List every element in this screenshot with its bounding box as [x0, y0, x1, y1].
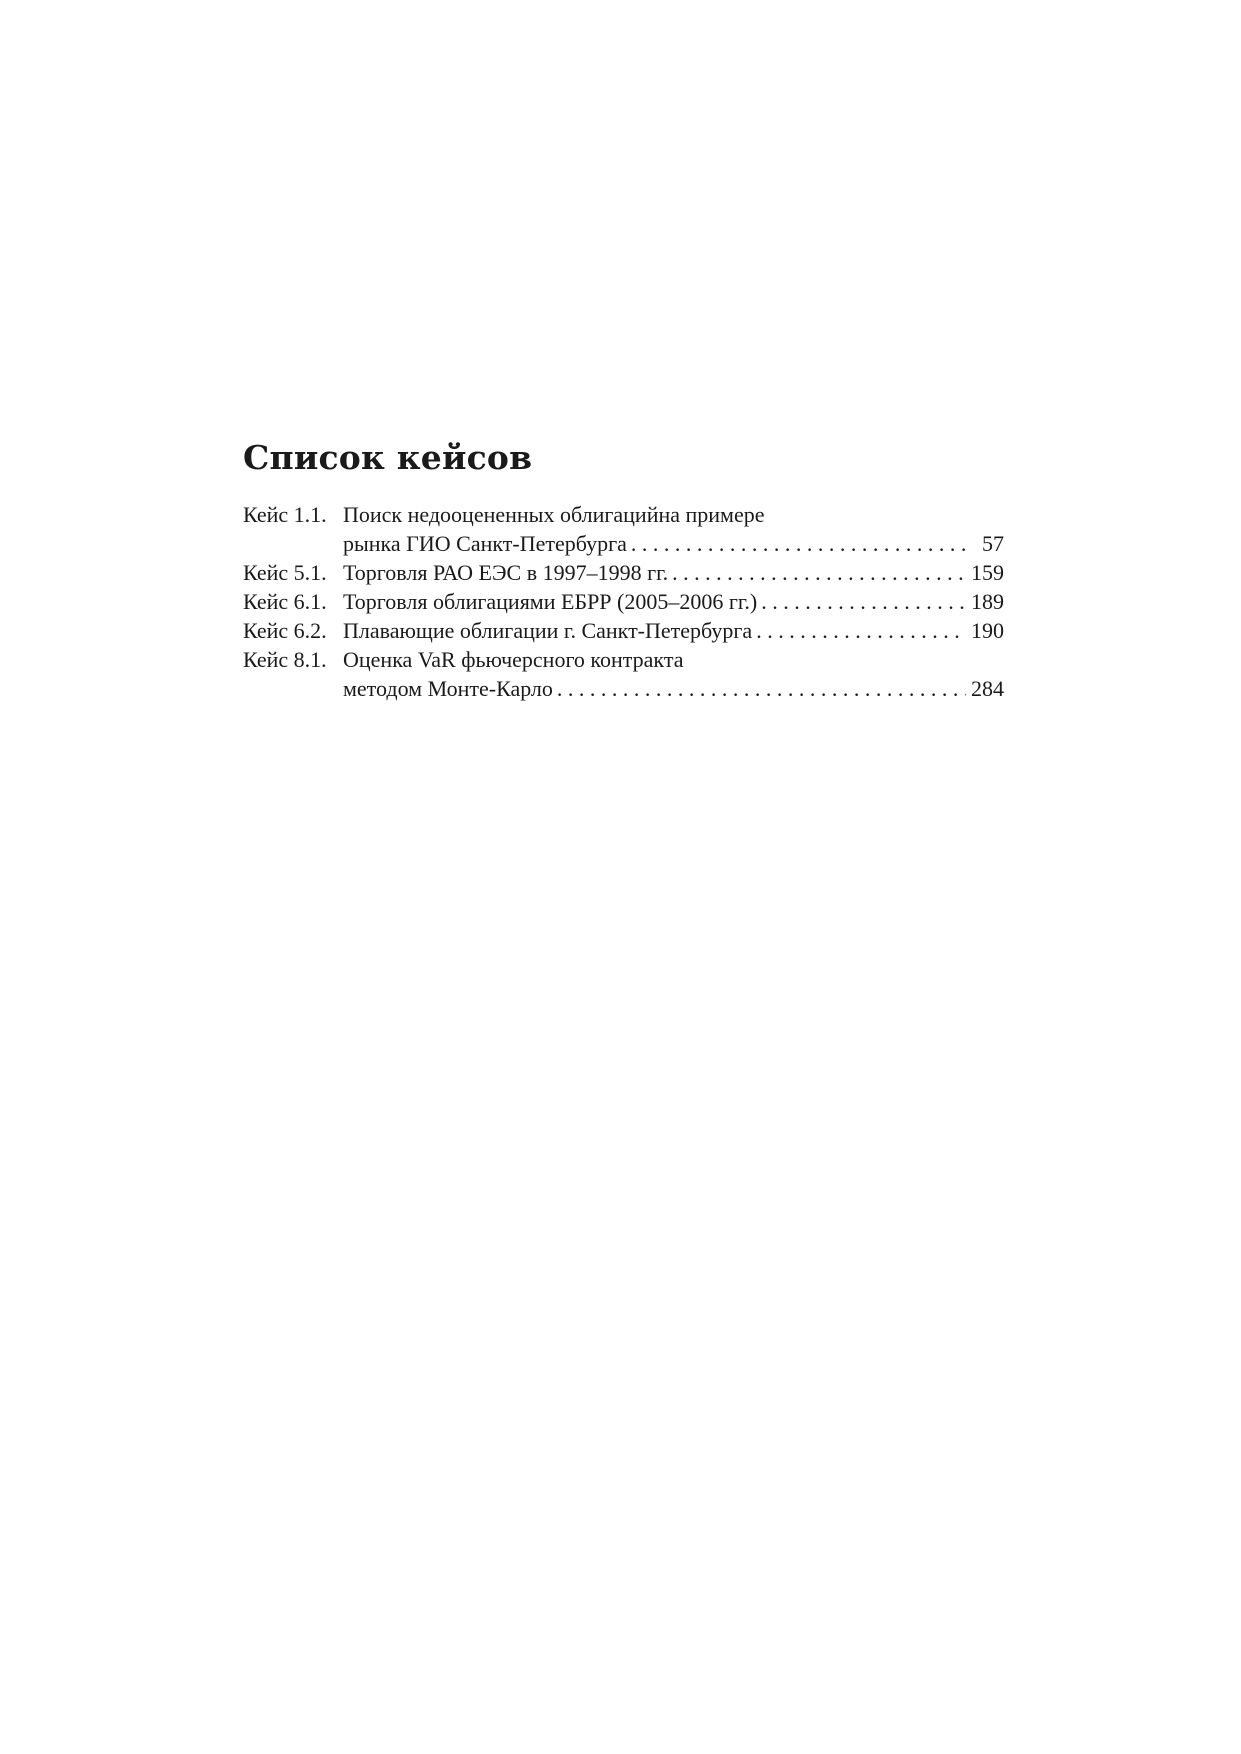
- case-title-line: Оценка VaR фьючерсного контракта: [343, 647, 684, 672]
- case-number: Кейс 6.1.: [243, 589, 327, 614]
- case-number: Кейс 1.1.: [243, 502, 327, 527]
- case-title-line-with-leader: [343, 558, 1004, 587]
- case-number: Кейс 8.1.: [243, 647, 327, 672]
- dot-leader: [761, 587, 966, 616]
- case-entry-5-1[interactable]: [243, 558, 1004, 587]
- case-title: [343, 616, 1004, 645]
- page-number: 189: [971, 589, 1004, 614]
- case-title-line-with-leader: [343, 587, 1004, 616]
- dot-leader: [756, 616, 966, 645]
- case-number: Кейс 6.2.: [243, 618, 327, 643]
- case-title-line: Торговля РАО ЕЭС в 1997–1998 гг.: [343, 560, 669, 585]
- case-entry-8-1[interactable]: [243, 645, 1004, 703]
- case-title-line-with-leader: [343, 674, 1004, 703]
- case-title-line-with-leader: [343, 616, 1004, 645]
- dot-leader: [557, 674, 966, 703]
- case-title-line: Плавающие облигации г. Санкт-Петербурга: [343, 618, 753, 643]
- dot-leader: [631, 529, 966, 558]
- case-title-line-with-leader: [343, 529, 1004, 558]
- case-entry-6-1[interactable]: [243, 587, 1004, 616]
- page-number: 57: [982, 531, 1004, 556]
- case-entry-1-1[interactable]: [243, 500, 1004, 558]
- page-title: Список кейсов: [243, 438, 533, 477]
- dot-leader: [672, 558, 966, 587]
- case-title-line: методом Монте-Карло: [343, 676, 553, 701]
- page-number: 190: [971, 618, 1004, 643]
- case-list: [243, 500, 1004, 703]
- case-title-line: Торговля облигациями ЕБРР (2005–2006 гг.): [343, 589, 758, 614]
- case-title: [343, 587, 1004, 616]
- case-entry-6-2[interactable]: [243, 616, 1004, 645]
- case-title-line: Поиск недооцененных облигацийна примере: [343, 502, 765, 527]
- case-number: Кейс 5.1.: [243, 560, 327, 585]
- case-title: [343, 558, 1004, 587]
- page-number: 159: [971, 560, 1004, 585]
- case-title: [343, 500, 1004, 558]
- case-title: [343, 645, 1004, 703]
- case-title-line: рынка ГИО Санкт-Петербурга: [343, 531, 627, 556]
- page-number: 284: [971, 676, 1004, 701]
